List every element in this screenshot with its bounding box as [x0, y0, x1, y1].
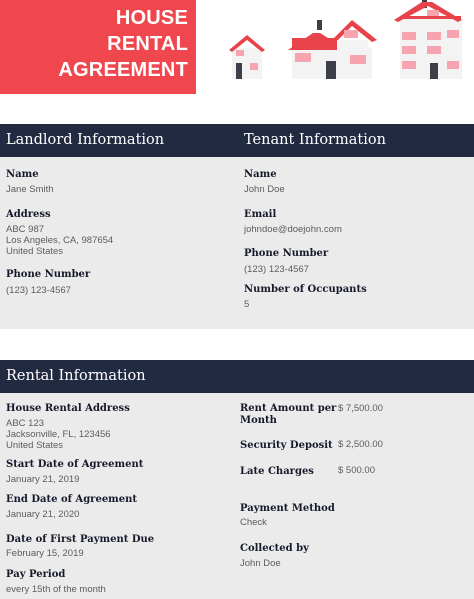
- tenant-phone-label: Phone Number: [244, 248, 329, 259]
- security-deposit-value: $ 2,500.00: [338, 439, 383, 450]
- tenant-email-value: johndoe@doejohn.com: [244, 224, 342, 235]
- houses-illustration-svg: [222, 0, 474, 94]
- rental-section-header: [0, 360, 474, 393]
- rental-address-line-3: United States: [6, 440, 64, 451]
- title-line-3: AGREEMENT: [58, 59, 188, 81]
- tenant-name-value: John Doe: [244, 184, 285, 195]
- pay-period-label: Pay Period: [6, 569, 66, 580]
- small-house-icon: [229, 35, 265, 79]
- parties-panel: [0, 157, 474, 329]
- tenant-email-label: Email: [244, 209, 277, 220]
- collected-by-label: Collected by: [240, 543, 309, 554]
- payment-method-value: Check: [240, 517, 267, 528]
- landlord-address-label: Address: [6, 209, 51, 220]
- document-title-banner: [0, 0, 196, 94]
- rental-heading: Rental Information: [6, 368, 146, 384]
- tenant-occupants-label: Number of Occupants: [244, 284, 367, 295]
- landlord-name-value: Jane Smith: [6, 184, 54, 195]
- pay-period-value: every 15th of the month: [6, 584, 106, 595]
- landlord-address-line-2: Los Angeles, CA, 987654: [6, 235, 114, 246]
- rent-amount-value: $ 7,500.00: [338, 403, 383, 414]
- tenant-occupants-value: 5: [244, 299, 250, 310]
- rent-amount-label-line-1: Rent Amount per: [240, 403, 337, 414]
- landlord-phone-value: (123) 123-4567: [6, 285, 71, 296]
- end-date-label: End Date of Agreement: [6, 494, 138, 505]
- landlord-address-line-3: United States: [6, 246, 64, 257]
- payment-method-label: Payment Method: [240, 503, 335, 514]
- landlord-name-label: Name: [6, 169, 39, 180]
- security-deposit-label: Security Deposit: [240, 440, 333, 451]
- rental-address-line-1: ABC 123: [6, 418, 45, 429]
- first-payment-label: Date of First Payment Due: [6, 534, 155, 545]
- landlord-address-line-1: ABC 987: [6, 224, 45, 235]
- landlord-heading: Landlord Information: [6, 132, 165, 148]
- landlord-phone-label: Phone Number: [6, 269, 91, 280]
- late-charges-label: Late Charges: [240, 466, 314, 477]
- parties-section-header: [0, 124, 474, 157]
- start-date-label: Start Date of Agreement: [6, 459, 144, 470]
- first-payment-value: February 15, 2019: [6, 548, 84, 559]
- tenant-heading: Tenant Information: [244, 132, 386, 148]
- houses-illustration: [222, 0, 474, 94]
- tenant-phone-value: (123) 123-4567: [244, 264, 309, 275]
- collected-by-value: John Doe: [240, 558, 281, 569]
- rent-amount-label-line-2: Month: [240, 415, 277, 426]
- start-date-value: January 21, 2019: [6, 474, 80, 485]
- rental-address-label: House Rental Address: [6, 403, 130, 414]
- title-line-2: RENTAL: [107, 33, 188, 55]
- end-date-value: January 21, 2020: [6, 509, 80, 520]
- tenant-name-label: Name: [244, 169, 277, 180]
- title-line-1: HOUSE: [115, 7, 188, 29]
- late-charges-value: $ 500.00: [338, 465, 375, 476]
- medium-house-icon: [288, 20, 377, 79]
- rental-address-line-2: Jacksonville, FL, 123456: [6, 429, 111, 440]
- tall-house-icon: [394, 0, 462, 79]
- rental-panel: [0, 393, 474, 599]
